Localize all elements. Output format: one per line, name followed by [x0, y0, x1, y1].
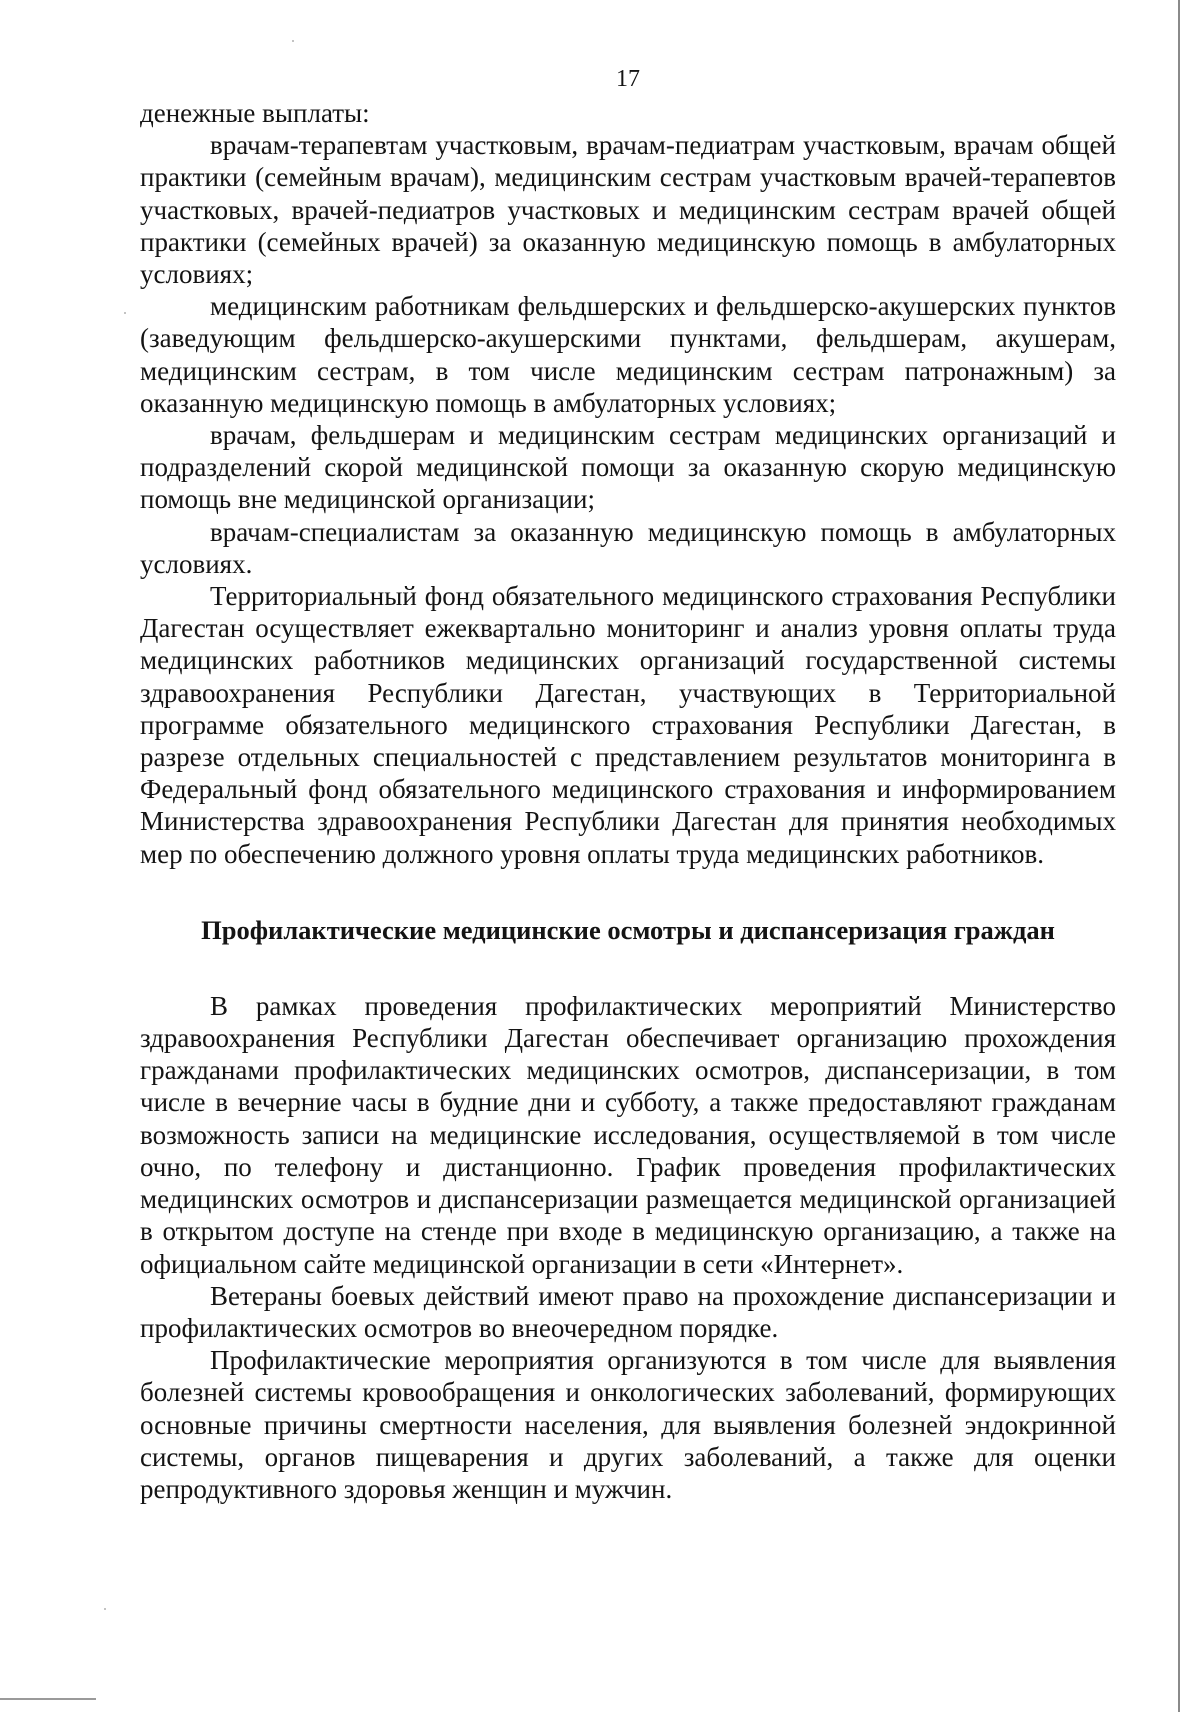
- paragraph: денежные выплаты:: [140, 98, 370, 128]
- scan-speck: [292, 40, 294, 42]
- scan-speck: [124, 312, 126, 314]
- paragraph: Территориальный фонд обязательного медицинского страхования Республики Дагестан осуществляет ежеквартально мониторинг и анализ уровня оплаты труда медицинских работников медицинских организаций государственной системы здравоохранения Республики Дагестан, участвующих в Территориальной программе обязательного медицинского страхования Республики Дагестан, в разрезе отдельных специальностей с представлением результатов мониторинга в Федеральный фонд обязательного медицинского страхования и информированием Министерства здравоохранения Республики Дагестан для принятия необходимых мер по обеспечению должного уровня оплаты труда медицинских работников.: [140, 581, 1116, 869]
- document-body: [140, 97, 1116, 1505]
- page-number: 17: [616, 66, 640, 92]
- paragraph: Профилактические мероприятия организуются в том числе для выявления болезней системы кровообращения и онкологических заболеваний, формирующих основные причины смертности населения, для выявления болезней эндокринной системы, органов пищеварения и других заболеваний, а также для оценки репродуктивного здоровья женщин и мужчин.: [140, 1345, 1116, 1504]
- scan-edge-right: [1178, 0, 1180, 1712]
- paragraph: врачам-специалистам за оказанную медицинскую помощь в амбулаторных условиях.: [140, 516, 1116, 579]
- scan-speck: [104, 1608, 106, 1610]
- paragraph: врачам-терапевтам участковым, врачам-педиатрам участковым, врачам общей практики (семейным врачам), медицинским сестрам участковым врачей-терапевтов участковых, врачей-педиатров участковых и медицинским сестрам врачей общей практики (семейных врачей) за оказанную медицинскую помощь в амбулаторных условиях;: [140, 130, 1116, 290]
- paragraph: Ветераны боевых действий имеют право на прохождение диспансеризации и профилактических осмотров во внеочередном порядке.: [140, 1280, 1116, 1343]
- paragraph: В рамках проведения профилактических мероприятий Министерство здравоохранения Республики Дагестан обеспечивает организацию прохождения гражданами профилактических медицинских осмотров, диспансеризации, в том числе в вечерние часы в будние дни и субботу, а также предоставляют гражданам возможность записи на медицинские исследования, осуществляемой в том числе очно, по телефону и дистанционно. График проведения профилактических медицинских осмотров и диспансеризации размещается медицинской организацией в открытом доступе на стенде при входе в медицинскую организацию, а также на официальном сайте медицинской организации в сети «Интернет».: [140, 990, 1116, 1279]
- paragraph: врачам, фельдшерам и медицинским сестрам медицинских организаций и подразделений скорой медицинской помощи за оказанную скорую медицинскую помощь вне медицинской организации;: [140, 420, 1116, 515]
- section-title: Профилактические медицинские осмотры и диспансеризация граждан: [201, 914, 1055, 945]
- paragraph: медицинским работникам фельдшерских и фельдшерско-акушерских пунктов (заведующим фельдшерско-акушерскими пунктами, фельдшерам, акушерам, медицинским сестрам, в том числе медицинским сестрам патронажным) за оказанную медицинскую помощь в амбулаторных условиях;: [140, 291, 1116, 418]
- scan-edge-bottom: [0, 1698, 96, 1700]
